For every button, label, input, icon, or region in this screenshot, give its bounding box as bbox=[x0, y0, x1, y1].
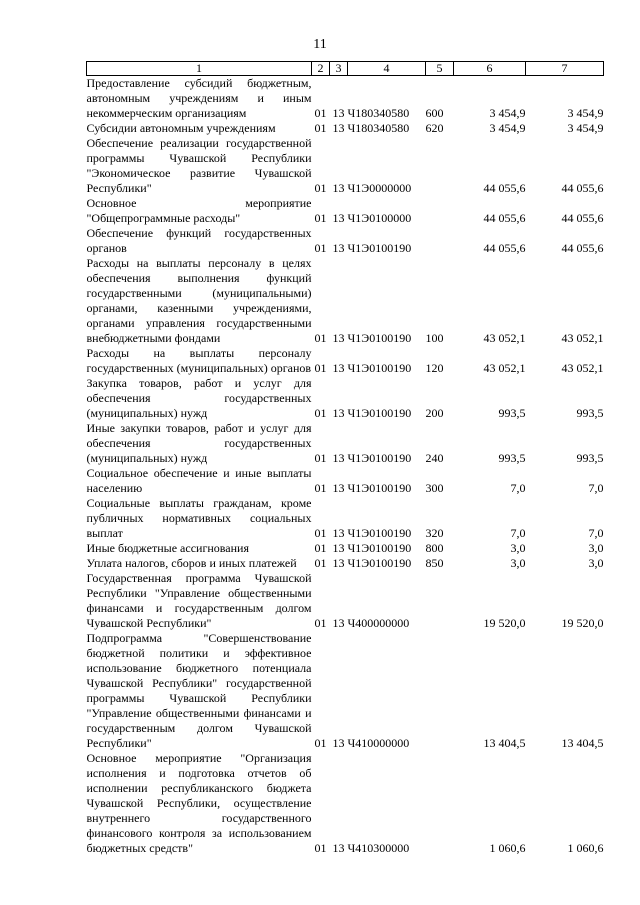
table-row bbox=[87, 751, 604, 856]
target-item-code: Ч1Э0100190 bbox=[347, 241, 412, 255]
amount-2021: 7,0 bbox=[510, 526, 526, 540]
section-code: 01 bbox=[314, 556, 327, 570]
row-name: Закупка товаров, работ и услуг для обеспечения государственных (муниципальных) нужд bbox=[86, 376, 312, 420]
amount-2021: 44 055,6 bbox=[483, 181, 526, 195]
page-number: 11 bbox=[313, 37, 327, 52]
target-item-code: Ч1Э0000000 bbox=[347, 181, 412, 195]
column-header: 5 bbox=[426, 62, 454, 76]
row-name: Иные закупки товаров, работ и услуг для обеспечения государственных (муниципальных) нужд bbox=[86, 421, 312, 465]
expense-type-code: 850 bbox=[425, 556, 444, 570]
amount-2021: 13 404,5 bbox=[483, 736, 526, 750]
target-item-code: Ч180340580 bbox=[347, 121, 410, 135]
subsection-code: 13 bbox=[332, 181, 345, 195]
expense-type-code: 800 bbox=[425, 541, 444, 555]
section-code: 01 bbox=[314, 121, 327, 135]
section-code: 01 bbox=[314, 106, 327, 120]
subsection-code: 13 bbox=[332, 481, 345, 495]
amount-2022: 7,0 bbox=[588, 481, 604, 495]
subsection-code: 13 bbox=[332, 616, 345, 630]
amount-2022: 993,5 bbox=[576, 406, 604, 420]
budget-table bbox=[86, 61, 604, 856]
section-code: 01 bbox=[314, 526, 327, 540]
table-row bbox=[87, 376, 604, 421]
amount-2021: 3,0 bbox=[510, 541, 526, 555]
table-row bbox=[87, 346, 604, 376]
subsection-code: 13 bbox=[332, 121, 345, 135]
section-code: 01 bbox=[314, 481, 327, 495]
expense-type-code bbox=[426, 136, 454, 196]
table-row bbox=[87, 226, 604, 256]
row-name: Обеспечение функций государственных органов bbox=[86, 226, 312, 255]
row-name: Социальное обеспечение и иные выплаты населению bbox=[86, 466, 312, 495]
target-item-code: Ч1Э0100190 bbox=[347, 361, 412, 375]
expense-type-code: 200 bbox=[425, 406, 444, 420]
table-row bbox=[87, 631, 604, 751]
table-row bbox=[87, 571, 604, 631]
target-item-code: Ч1Э0100190 bbox=[347, 526, 412, 540]
amount-2022: 3,0 bbox=[588, 556, 604, 570]
target-item-code: Ч410300000 bbox=[347, 841, 410, 855]
amount-2021: 3,0 bbox=[510, 556, 526, 570]
amount-2022: 1 060,6 bbox=[567, 841, 604, 855]
target-item-code: Ч1Э0100190 bbox=[347, 451, 412, 465]
amount-2022: 3,0 bbox=[588, 541, 604, 555]
row-name: Основное мероприятие "Общепрограммные расходы" bbox=[86, 196, 312, 225]
row-name: Государственная программа Чувашской Республики "Управление общественными финансами и государственным долгом Чувашской Республики" bbox=[86, 571, 312, 630]
section-code: 01 bbox=[314, 841, 327, 855]
column-header: 6 bbox=[454, 62, 526, 76]
row-name: Уплата налогов, сборов и иных платежей bbox=[86, 556, 297, 570]
amount-2022: 43 052,1 bbox=[561, 331, 604, 345]
amount-2021: 993,5 bbox=[498, 406, 526, 420]
subsection-code: 13 bbox=[332, 736, 345, 750]
target-item-code: Ч1Э0100190 bbox=[347, 481, 412, 495]
expense-type-code: 100 bbox=[425, 331, 444, 345]
subsection-code: 13 bbox=[332, 841, 345, 855]
amount-2022: 44 055,6 bbox=[561, 211, 604, 225]
amount-2021: 43 052,1 bbox=[483, 331, 526, 345]
section-code: 01 bbox=[314, 616, 327, 630]
amount-2021: 3 454,9 bbox=[489, 121, 526, 135]
row-name: Обеспечение реализации государственной программы Чувашской Республики "Экономическое развитие Чувашской Республики" bbox=[86, 136, 312, 195]
column-header: 7 bbox=[526, 62, 604, 76]
target-item-code: Ч410000000 bbox=[347, 736, 410, 750]
subsection-code: 13 bbox=[332, 406, 345, 420]
table-row bbox=[87, 76, 604, 122]
amount-2021: 993,5 bbox=[498, 451, 526, 465]
expense-type-code bbox=[426, 751, 454, 856]
amount-2022: 13 404,5 bbox=[561, 736, 604, 750]
amount-2022: 43 052,1 bbox=[561, 361, 604, 375]
table-row bbox=[87, 136, 604, 196]
table-row bbox=[87, 196, 604, 226]
subsection-code: 13 bbox=[332, 241, 345, 255]
section-code: 01 bbox=[314, 736, 327, 750]
expense-type-code bbox=[426, 571, 454, 631]
amount-2022: 7,0 bbox=[588, 526, 604, 540]
amount-2021: 44 055,6 bbox=[483, 241, 526, 255]
column-header: 3 bbox=[330, 62, 348, 76]
amount-2022: 3 454,9 bbox=[567, 121, 604, 135]
target-item-code: Ч1Э0100190 bbox=[347, 406, 412, 420]
row-name: Социальные выплаты гражданам, кроме публичных нормативных социальных выплат bbox=[86, 496, 312, 540]
table-row bbox=[87, 466, 604, 496]
subsection-code: 13 bbox=[332, 331, 345, 345]
row-name: Основное мероприятие "Организация исполнения и подготовка отчетов об исполнении республиканского бюджета Чувашской Республики, осуществление внутреннего государственного финансового контроля за использованием бюджетных средств" bbox=[86, 751, 312, 855]
target-item-code: Ч1Э0100000 bbox=[347, 211, 412, 225]
amount-2021: 19 520,0 bbox=[483, 616, 526, 630]
subsection-code: 13 bbox=[332, 451, 345, 465]
expense-type-code bbox=[426, 196, 454, 226]
section-code: 01 bbox=[314, 541, 327, 555]
table-row bbox=[87, 556, 604, 571]
target-item-code: Ч1Э0100190 bbox=[347, 541, 412, 555]
subsection-code: 13 bbox=[332, 106, 345, 120]
subsection-code: 13 bbox=[332, 541, 345, 555]
target-item-code: Ч180340580 bbox=[347, 106, 410, 120]
table-row bbox=[87, 496, 604, 541]
table-row bbox=[87, 256, 604, 346]
table-header-row bbox=[87, 62, 604, 76]
expense-type-code: 600 bbox=[425, 106, 444, 120]
expense-type-code: 320 bbox=[425, 526, 444, 540]
expense-type-code: 120 bbox=[425, 361, 444, 375]
section-code: 01 bbox=[314, 211, 327, 225]
amount-2022: 19 520,0 bbox=[561, 616, 604, 630]
table-row bbox=[87, 541, 604, 556]
amount-2022: 3 454,9 bbox=[567, 106, 604, 120]
subsection-code: 13 bbox=[332, 361, 345, 375]
amount-2022: 44 055,6 bbox=[561, 181, 604, 195]
amount-2022: 993,5 bbox=[576, 451, 604, 465]
row-name: Иные бюджетные ассигнования bbox=[86, 541, 249, 555]
row-name: Расходы на выплаты персоналу государственных (муниципальных) органов bbox=[86, 346, 312, 375]
table-row bbox=[87, 421, 604, 466]
column-header: 2 bbox=[312, 62, 330, 76]
subsection-code: 13 bbox=[332, 556, 345, 570]
expense-type-code bbox=[426, 226, 454, 256]
target-item-code: Ч1Э0100190 bbox=[347, 556, 412, 570]
expense-type-code bbox=[426, 631, 454, 751]
target-item-code: Ч1Э0100190 bbox=[347, 331, 412, 345]
amount-2021: 3 454,9 bbox=[489, 106, 526, 120]
column-header: 1 bbox=[87, 62, 312, 76]
amount-2021: 44 055,6 bbox=[483, 211, 526, 225]
row-name: Подпрограмма "Совершенствование бюджетной политики и эффективное использование бюджетного потенциала Чувашской Республики" государственной программы Чувашской Республики "Управление общественными финансами и государственным долгом Чувашской Республики" bbox=[86, 631, 312, 750]
expense-type-code: 240 bbox=[425, 451, 444, 465]
section-code: 01 bbox=[314, 451, 327, 465]
row-name: Расходы на выплаты персоналу в целях обеспечения выполнения функций государственными (муниципальными) органами, казенными учреждениями, органами управления государственными внебюджетными фондами bbox=[86, 256, 312, 345]
section-code: 01 bbox=[314, 241, 327, 255]
amount-2022: 44 055,6 bbox=[561, 241, 604, 255]
table-row bbox=[87, 121, 604, 136]
section-code: 01 bbox=[314, 181, 327, 195]
row-name: Субсидии автономным учреждениям bbox=[86, 121, 276, 135]
section-code: 01 bbox=[314, 406, 327, 420]
amount-2021: 7,0 bbox=[510, 481, 526, 495]
section-code: 01 bbox=[314, 361, 327, 375]
row-name: Предоставление субсидий бюджетным, автономным учреждениям и иным некоммерческим организациям bbox=[86, 76, 312, 120]
column-header: 4 bbox=[348, 62, 426, 76]
expense-type-code: 300 bbox=[425, 481, 444, 495]
amount-2021: 1 060,6 bbox=[489, 841, 526, 855]
subsection-code: 13 bbox=[332, 526, 345, 540]
section-code: 01 bbox=[314, 331, 327, 345]
expense-type-code: 620 bbox=[425, 121, 444, 135]
target-item-code: Ч400000000 bbox=[347, 616, 410, 630]
amount-2021: 43 052,1 bbox=[483, 361, 526, 375]
subsection-code: 13 bbox=[332, 211, 345, 225]
